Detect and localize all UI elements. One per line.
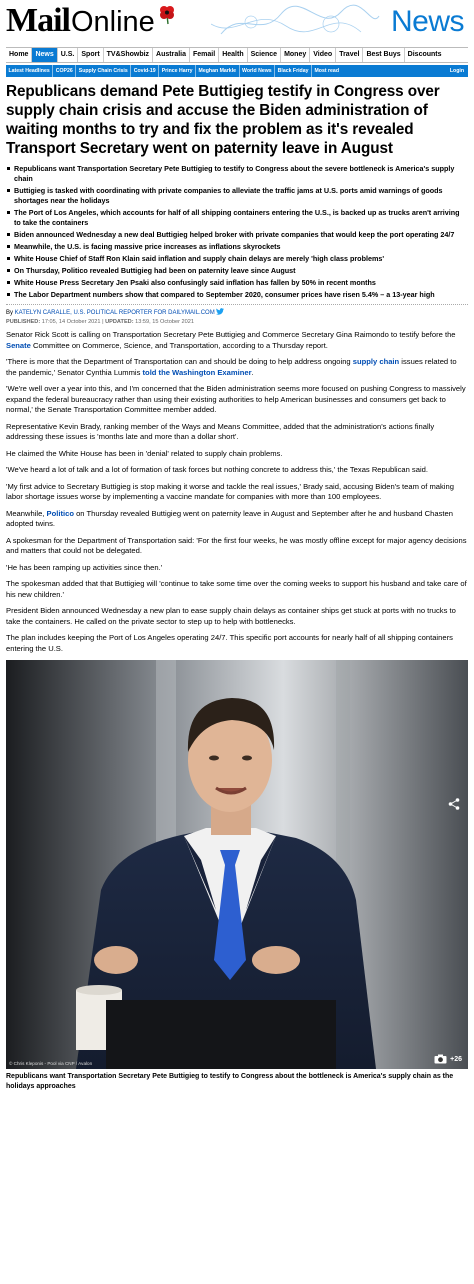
channel-title[interactable]: News bbox=[390, 5, 464, 38]
published-date: 17:05, 14 October 2021 bbox=[40, 319, 101, 325]
supply-chain-link[interactable]: supply chain bbox=[352, 357, 400, 366]
published-label: PUBLISHED: bbox=[6, 319, 41, 325]
paragraph: 'We're well over a year into this, and I'm concerned that the Biden administration seems more focused on pushing Congress to massively expand the federal bureaucracy rather than using their existing authorities to help American businesses and consumers get back to normal,' the Senate Transportation Committee member added. bbox=[6, 384, 466, 414]
article-summary-bullets bbox=[6, 164, 468, 300]
summary-bullet: Republicans want Transportation Secretary Pete Buttigieg to testify to Congress about the severe bottleneck is America's supply chain bbox=[6, 164, 468, 184]
paragraph-text: Meanwhile, bbox=[6, 508, 47, 518]
paragraph: Representative Kevin Brady, ranking member of the Ways and Means Committee, added that the administration's actions finally addressing these issues is 'months late and more than a dollar short'. bbox=[6, 421, 435, 441]
twitter-icon[interactable] bbox=[216, 308, 224, 318]
paragraph: He claimed the White House has been in 'denial' related to supply chain problems. bbox=[6, 448, 283, 458]
author-link[interactable]: KATELYN CARALLE, U.S. POLITICAL REPORTER FOR DAILYMAIL.COM bbox=[14, 310, 215, 316]
date-separator: | bbox=[100, 319, 106, 325]
paragraph: The plan includes keeping the Port of Los Angeles operating 24/7. This specific port accounts for nearly half of all shipping containers entering the U.S. bbox=[6, 633, 453, 653]
subnav-most-read[interactable]: Most read bbox=[314, 68, 339, 74]
paragraph-text: Committee on Commerce, Science, and Transportation, according to a Thursday report. bbox=[30, 340, 328, 350]
nav-travel[interactable]: Travel bbox=[336, 48, 363, 62]
nav-science[interactable]: Science bbox=[248, 48, 281, 62]
summary-bullet: The Port of Los Angeles, which accounts for half of all shipping containers entering the U.S., is backed up as trucks aren't arriving to take the containers bbox=[6, 208, 468, 228]
paragraph-text: . bbox=[251, 367, 254, 377]
paragraph: 'He has been ramping up activities since then.' bbox=[6, 562, 163, 572]
subnav-black-friday[interactable]: Black Friday bbox=[275, 65, 312, 77]
divider bbox=[6, 304, 468, 305]
camera-icon bbox=[434, 1054, 447, 1064]
summary-bullet: White House Press Secretary Jen Psaki also confusingly said inflation has fallen by 50% in recent months bbox=[6, 278, 468, 288]
byline bbox=[6, 308, 468, 318]
photo-caption: Republicans want Transportation Secretary Pete Buttigieg to testify to Congress about the bottleneck is America's supply chain as the holidays approaches bbox=[6, 1073, 454, 1090]
paragraph-text: on Thursday revealed Buttigieg went on paternity leave in August and September after he and husband Chasten adopted twins. bbox=[6, 508, 453, 528]
poppy-icon bbox=[159, 5, 175, 30]
washington-examiner-link[interactable]: told the Washington Examiner bbox=[142, 367, 252, 377]
updated-label: UPDATED: bbox=[105, 319, 134, 325]
primary-nav bbox=[6, 47, 468, 63]
subnav-meghan-markle[interactable]: Meghan Markle bbox=[196, 65, 239, 77]
summary-bullet: The Labor Department numbers show that compared to September 2020, consumer prices have risen 5.4% – a 13-year high bbox=[6, 290, 468, 300]
logo-mail-text: Mail bbox=[6, 2, 70, 39]
buttigieg-photo-illustration bbox=[6, 660, 468, 1069]
updated-date: 13:59, 15 October 2021 bbox=[133, 319, 194, 325]
secondary-nav bbox=[6, 65, 468, 77]
paragraph: A spokesman for the Department of Transportation said: 'For the first four weeks, he was mostly offline except for major agency decisions and matters that could not be delegated. bbox=[6, 535, 467, 555]
politico-link[interactable]: Politico bbox=[46, 508, 74, 518]
nav-australia[interactable]: Australia bbox=[153, 48, 190, 62]
summary-bullet: On Thursday, Politico revealed Buttigieg had been on paternity leave since August bbox=[6, 266, 468, 276]
paragraph-text: 'There is more that the Department of Transportation can and should be doing to help address ongoing bbox=[6, 357, 353, 366]
paragraph bbox=[6, 509, 468, 530]
senate-link[interactable]: Senate bbox=[6, 340, 31, 350]
summary-bullet: Biden announced Wednesday a new deal Buttigieg helped broker with private companies that would keep the port operating 24/7 bbox=[6, 230, 468, 240]
nav-home[interactable]: Home bbox=[6, 48, 32, 62]
subnav-covid-19[interactable]: Covid-19 bbox=[131, 65, 159, 77]
nav-discounts[interactable]: Discounts bbox=[407, 51, 442, 58]
photo-credit: © Chris Kleponis - Pool via CNP / Avalon bbox=[9, 1061, 93, 1066]
subnav-cop26[interactable]: COP26 bbox=[53, 65, 76, 77]
nav-health[interactable]: Health bbox=[219, 48, 247, 62]
login-link[interactable]: Login bbox=[449, 68, 464, 74]
nav-best-buys[interactable]: Best Buys bbox=[363, 48, 404, 62]
nav-video[interactable]: Video bbox=[310, 48, 336, 62]
paragraph: President Biden announced Wednesday a new plan to ease supply chain delays as container ships get stuck at ports with no trucks to take the containers. He called on the private sector to step up to help with bottlenecks. bbox=[6, 606, 456, 626]
article-photo[interactable] bbox=[6, 660, 468, 1069]
masthead bbox=[6, 4, 468, 44]
summary-bullet: White House Chief of Staff Ron Klain said inflation and supply chain delays are merely 'high class problems' bbox=[6, 254, 468, 264]
paragraph bbox=[6, 357, 468, 378]
nav-news[interactable]: News bbox=[32, 48, 57, 62]
summary-bullet: Meanwhile, the U.S. is facing massive price increases as inflations skyrockets bbox=[6, 242, 468, 252]
paragraph-text: issues related to the pandemic,' Senator Cynthia Lummis bbox=[6, 357, 457, 377]
gallery-count-button[interactable] bbox=[434, 1054, 462, 1064]
nav-tv-showbiz[interactable]: TV&Showbiz bbox=[104, 48, 153, 62]
paragraph bbox=[6, 330, 468, 351]
mailonline-logo[interactable] bbox=[6, 4, 175, 38]
share-icon[interactable] bbox=[448, 798, 460, 810]
article-headline: Republicans demand Pete Buttigieg testify in Congress over supply chain crisis and accuse the Biden administration of waiting months to try and fix the problem as it's revealed Transport Secretary went on paternity leave in August bbox=[6, 83, 440, 157]
subnav-world-news[interactable]: World News bbox=[240, 65, 276, 77]
page bbox=[6, 4, 468, 1091]
paragraph: 'We've heard a lot of talk and a lot of formation of task forces but nothing concrete to address this,' the Texas Republican said. bbox=[6, 465, 428, 474]
summary-bullet: Buttigieg is tasked with coordinating with private companies to alleviate the traffic jams at U.S. ports amid warnings of goods shortages near the holidays bbox=[6, 186, 468, 206]
paragraph: The spokesman added that that Buttigieg will 'continue to take some time over the coming weeks to support his husband and take care of his new children.' bbox=[6, 579, 467, 599]
gallery-count: +26 bbox=[450, 1055, 462, 1063]
subnav-prince-harry[interactable]: Prince Harry bbox=[159, 65, 196, 77]
nav-money[interactable]: Money bbox=[281, 48, 310, 62]
subnav-supply-chain-crisis[interactable]: Supply Chain Crisis bbox=[76, 65, 131, 77]
byline-prefix: By bbox=[6, 310, 15, 316]
nav-femail[interactable]: Femail bbox=[190, 48, 219, 62]
nav-sport[interactable]: Sport bbox=[78, 48, 103, 62]
paragraph-text: Senator Rick Scott is calling on Transportation Secretary Pete Buttigieg and Commerce Secretary Gina Raimondo to testify before the bbox=[6, 330, 456, 339]
article-dates bbox=[6, 318, 468, 326]
subnav-latest-headlines[interactable]: Latest Headlines bbox=[6, 65, 53, 77]
masthead-pattern bbox=[211, 4, 381, 42]
paragraph: 'My first advice to Secretary Buttigieg is stop making it worse and tackle the real issues,' Brady said, accusing Biden's team of making labor shortage issues worse by implementing a vaccine mandate for companies with more than 100 employees. bbox=[6, 481, 454, 501]
article-body bbox=[6, 330, 468, 654]
nav-us[interactable]: U.S. bbox=[58, 48, 79, 62]
logo-online-text: Online bbox=[70, 6, 155, 38]
